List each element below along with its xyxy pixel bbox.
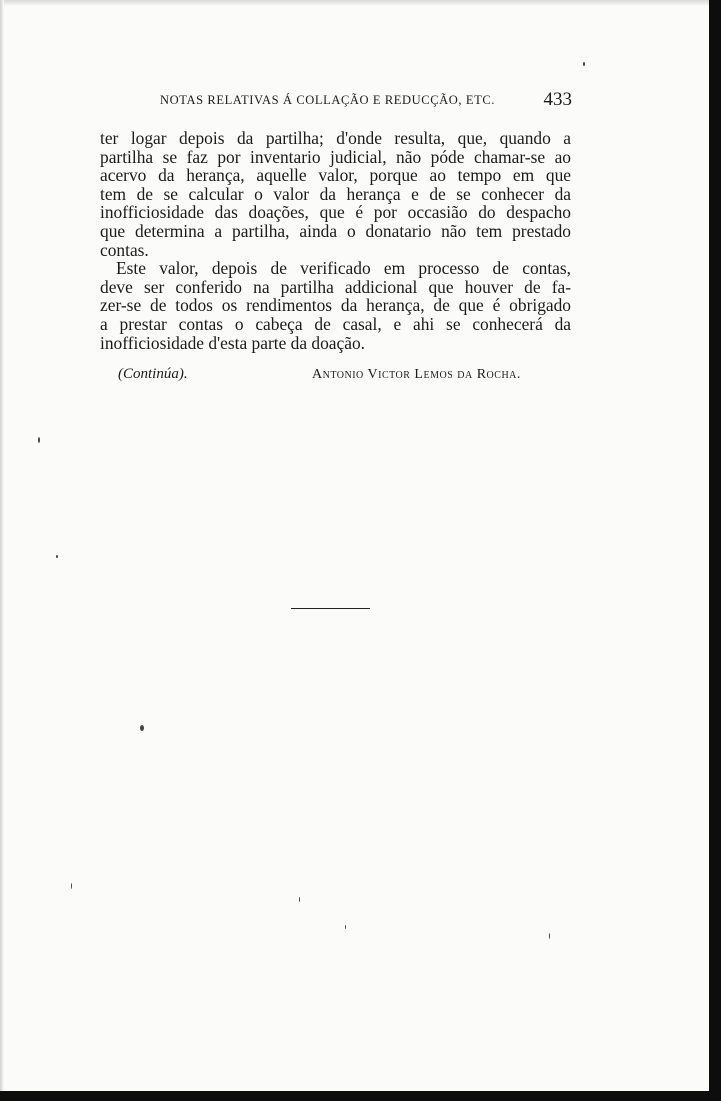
scan-speck <box>56 555 58 558</box>
text-line-paragraph-start: Este valor, depois de verificado em processo de contas, <box>116 258 571 279</box>
text-line: que determina a partilha, ainda o donatario não tem prestado <box>100 220 571 241</box>
text-line: ter logar depois da partilha; d'onde resulta, que, quando a <box>100 128 571 148</box>
scan-speck <box>549 933 550 939</box>
text-line: inofficiosidade d'esta parte da doação. <box>100 332 366 353</box>
text-line: acervo da herança, aquelle valor, porque ao tempo em que <box>100 165 571 186</box>
scan-speck <box>583 62 585 66</box>
running-header <box>160 89 572 115</box>
header-title: NOTAS RELATIVAS Á COLLAÇÃO E REDUCÇÃO, ETC. <box>160 93 495 107</box>
signature-row <box>100 366 571 390</box>
text-line: partilha se faz por inventario judicial, não póde chamar-se ao <box>100 146 571 167</box>
text-line: inofficiosidade das doações, que é por occasião do despacho <box>100 202 571 223</box>
scan-border-right <box>709 0 721 1101</box>
page-number: 433 <box>543 89 572 110</box>
scan-speck <box>299 897 300 902</box>
scan-edge-top <box>0 0 721 6</box>
text-line: contas. <box>100 239 149 260</box>
scan-speck <box>140 725 144 731</box>
text-line: tem de se calcular o valor da herança e de se conhecer da <box>100 183 571 204</box>
scan-speck <box>71 883 72 889</box>
text-line: zer-se de todos os rendimentos da herança, de que é obrigado <box>100 295 571 316</box>
text-line: deve ser conferido na partilha addicional que houver de fa- <box>100 276 571 297</box>
author-signature: Antonio Victor Lemos da Rocha. <box>312 367 521 382</box>
scan-speck <box>345 925 346 929</box>
text-line: a prestar contas o cabeça de casal, e ahi se conhecerá da <box>100 313 571 334</box>
body-text <box>100 129 571 352</box>
continua-note: (Continúa). <box>118 366 188 382</box>
scan-speck <box>38 437 40 443</box>
scan-edge-left <box>0 0 4 1101</box>
end-rule <box>291 608 370 609</box>
scan-border-bottom <box>0 1091 721 1101</box>
